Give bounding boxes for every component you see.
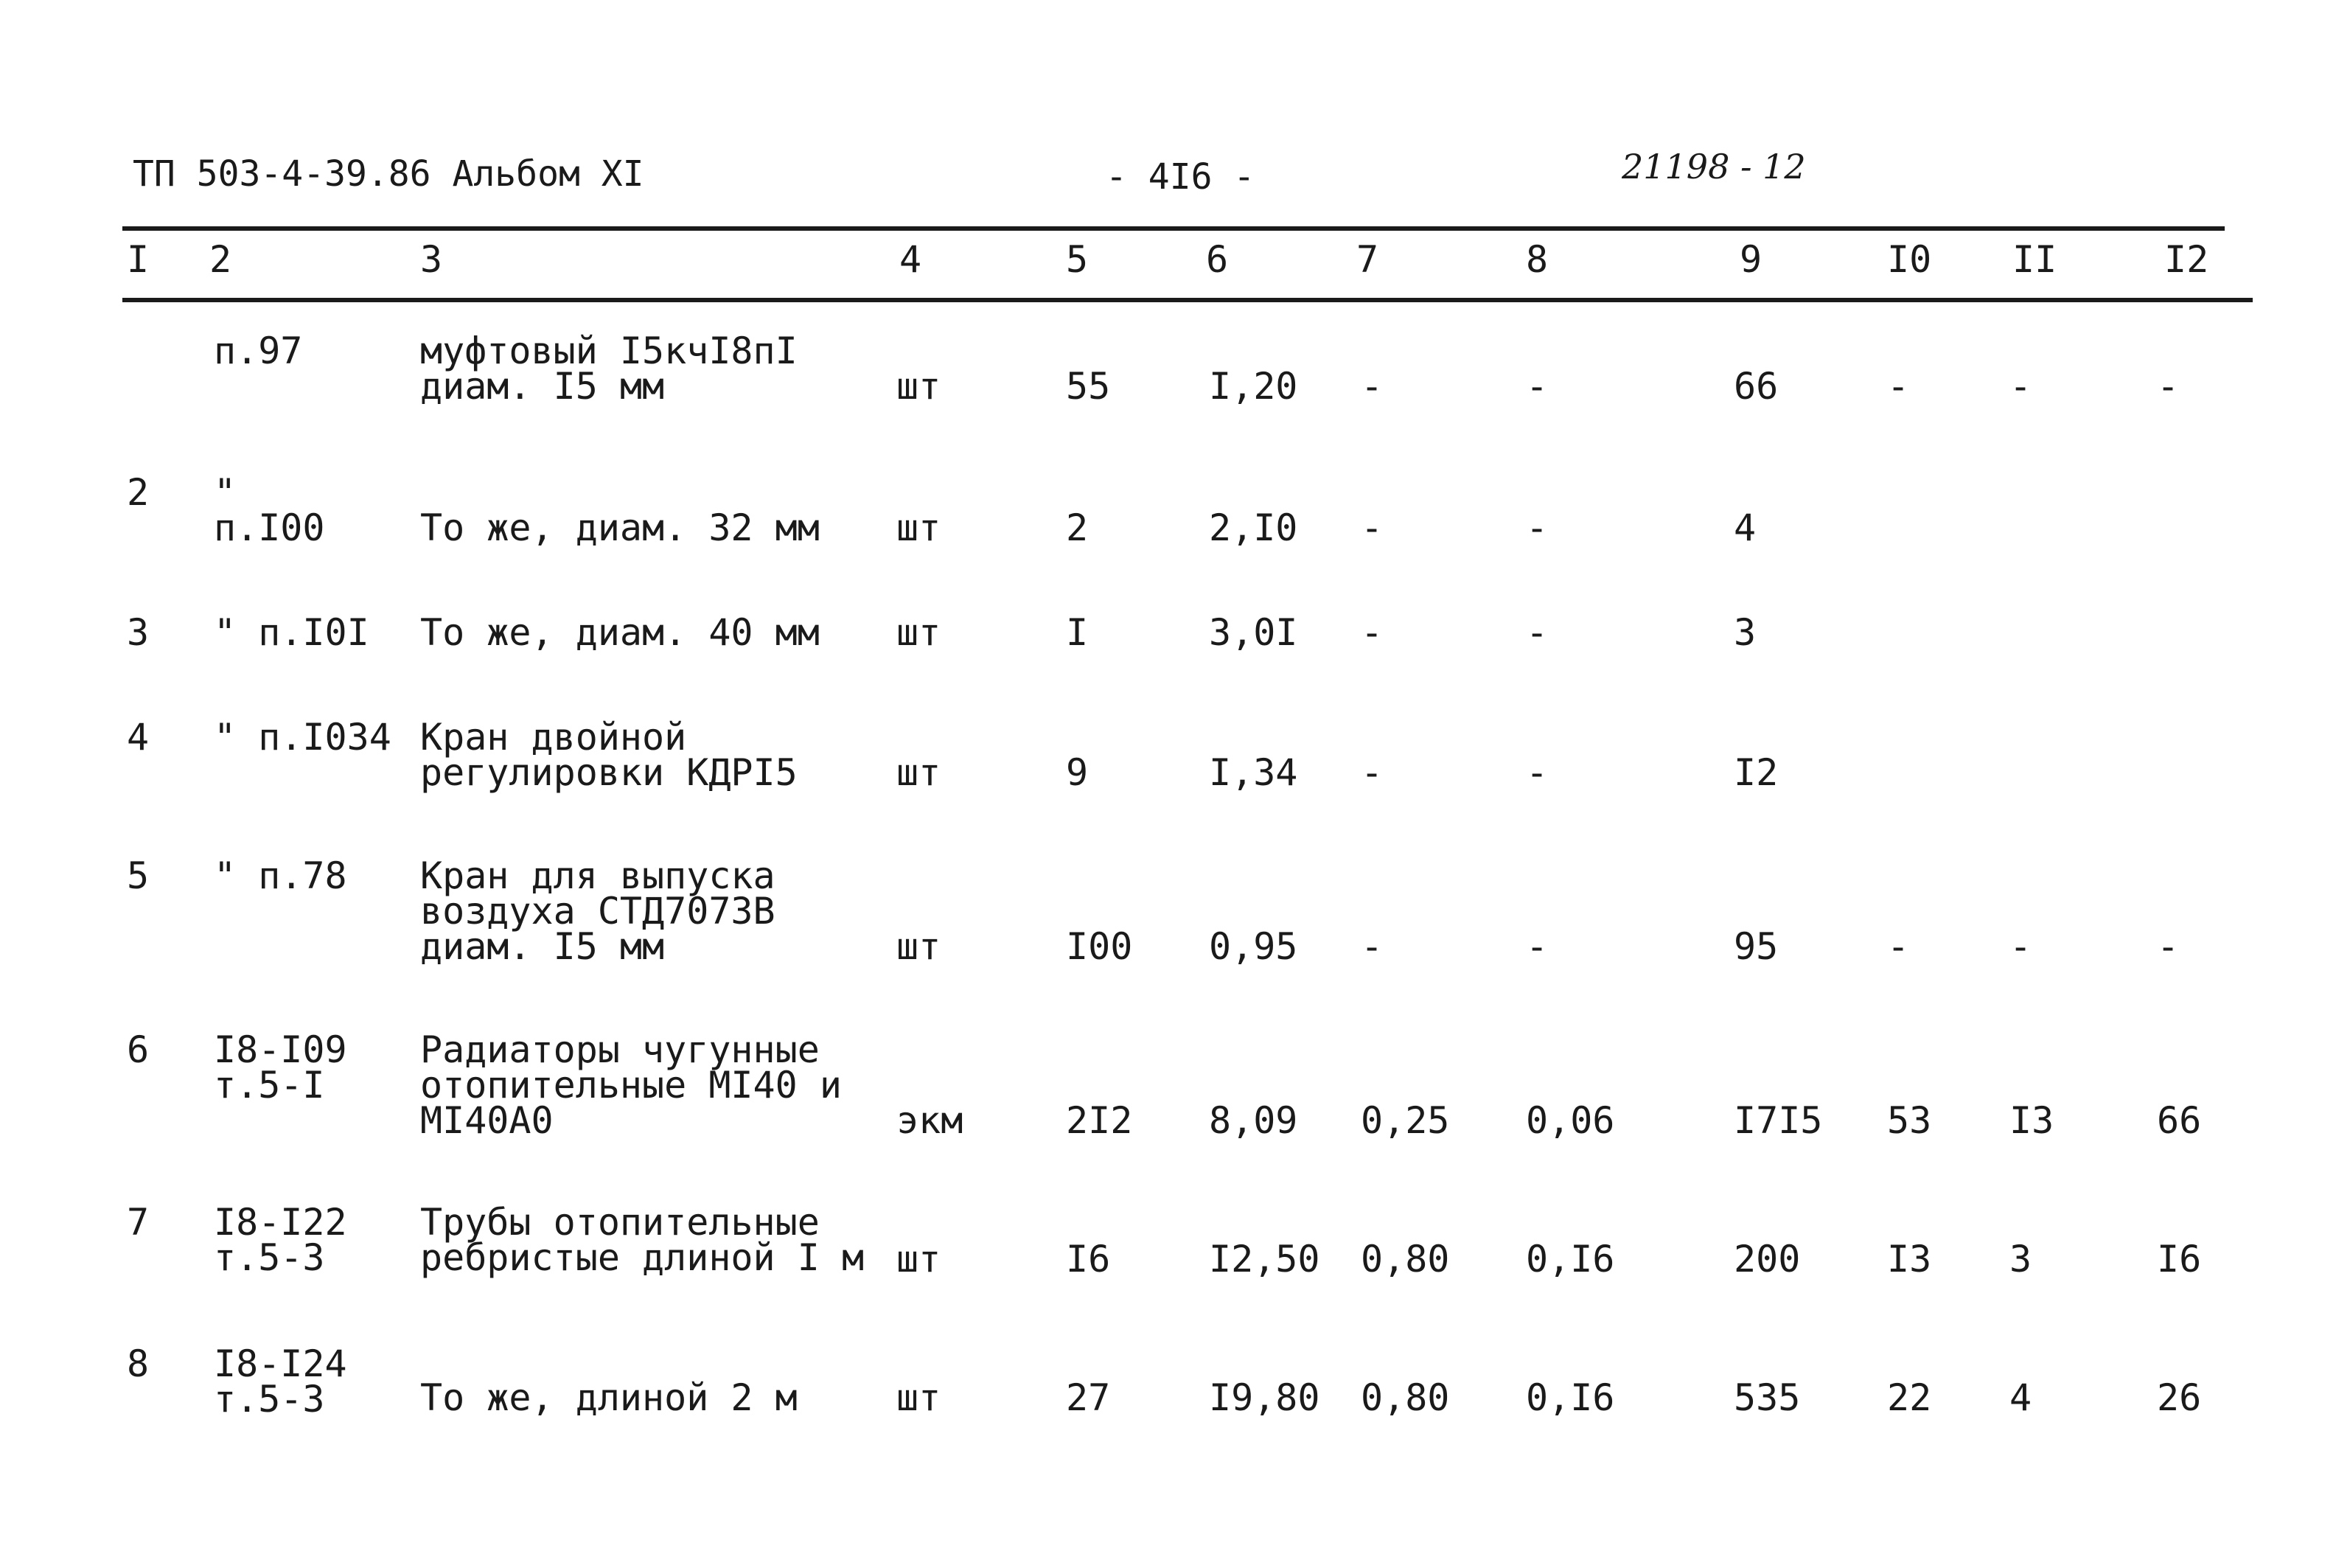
quantity: 2 xyxy=(1066,506,1089,549)
column-header-9: 9 xyxy=(1740,238,1762,281)
catalog-reference: " п.78 xyxy=(214,854,347,897)
row-number: 3 xyxy=(127,611,150,654)
catalog-reference: п.97 xyxy=(214,330,303,372)
document-designation: ТП 503-4-39.86 Альбом XI xyxy=(133,153,644,195)
quantity: I6 xyxy=(1066,1238,1111,1280)
item-description: муфтовый I5кчI8пI диам. I5 мм xyxy=(420,330,798,408)
value-col10: 22 xyxy=(1887,1376,1932,1419)
unit: шт xyxy=(896,506,941,549)
quantity: 2I2 xyxy=(1066,1099,1133,1142)
value-col12: 26 xyxy=(2157,1376,2202,1419)
item-description: То же, диам. 32 мм xyxy=(420,506,820,549)
unit: шт xyxy=(896,1376,941,1419)
row-number: 5 xyxy=(127,854,150,897)
value-col7: 0,80 xyxy=(1361,1238,1450,1280)
value-col7: - xyxy=(1361,925,1384,968)
value-col6: I,20 xyxy=(1209,365,1298,408)
item-description: То же, диам. 40 мм xyxy=(420,611,820,654)
column-header-12: I2 xyxy=(2164,238,2209,281)
catalog-reference: I8-I09 т.5-I xyxy=(214,1028,347,1107)
value-col8: - xyxy=(1526,365,1549,408)
value-col11: 3 xyxy=(2009,1238,2032,1280)
row-number: 8 xyxy=(127,1342,150,1385)
column-header-2: 2 xyxy=(209,238,232,281)
quantity: 9 xyxy=(1066,751,1089,794)
quantity: I00 xyxy=(1066,925,1133,968)
value-col7: - xyxy=(1361,611,1384,654)
handwritten-archive-number: 21198 - 12 xyxy=(1622,147,1806,187)
value-col12: 66 xyxy=(2157,1099,2202,1142)
value-col8: 0,06 xyxy=(1526,1099,1615,1142)
value-col9: I7I5 xyxy=(1734,1099,1823,1142)
item-description: Трубы отопительные ребристые длиной I м xyxy=(420,1201,865,1279)
column-header-11: II xyxy=(2012,238,2057,281)
value-col9: 4 xyxy=(1734,506,1757,549)
value-col7: - xyxy=(1361,751,1384,794)
column-header-5: 5 xyxy=(1066,238,1089,281)
value-col6: I9,80 xyxy=(1209,1376,1320,1419)
catalog-reference: " п.I00 xyxy=(214,471,325,549)
value-col6: 8,09 xyxy=(1209,1099,1298,1142)
value-col8: 0,I6 xyxy=(1526,1238,1615,1280)
value-col9: 200 xyxy=(1734,1238,1801,1280)
value-col7: 0,80 xyxy=(1361,1376,1450,1419)
catalog-reference: I8-I22 т.5-3 xyxy=(214,1201,347,1279)
column-header-8: 8 xyxy=(1526,238,1549,281)
page-number: - 4I6 - xyxy=(1106,156,1255,198)
value-col7: - xyxy=(1361,506,1384,549)
column-header-1: I xyxy=(127,238,150,281)
value-col9: 66 xyxy=(1734,365,1779,408)
item-description: Кран для выпуска воздуха СТД7073В диам. I5 мм xyxy=(420,854,775,968)
unit: шт xyxy=(896,365,941,408)
value-col11: - xyxy=(2009,925,2032,968)
value-col9: 3 xyxy=(1734,611,1757,654)
value-col11: 4 xyxy=(2009,1376,2032,1419)
value-col10: - xyxy=(1887,365,1910,408)
unit: экм xyxy=(896,1099,963,1142)
value-col6: I,34 xyxy=(1209,751,1298,794)
value-col10: I3 xyxy=(1887,1238,1932,1280)
row-number: 6 xyxy=(127,1028,150,1071)
value-col12: - xyxy=(2157,365,2180,408)
value-col7: 0,25 xyxy=(1361,1099,1450,1142)
value-col8: - xyxy=(1526,611,1549,654)
item-description: Кран двойной регулировки КДРI5 xyxy=(420,716,798,794)
unit: шт xyxy=(896,925,941,968)
column-header-4: 4 xyxy=(899,238,922,281)
value-col9: 95 xyxy=(1734,925,1779,968)
item-description: Радиаторы чугунные отопительные МI40 и МI40А0 xyxy=(420,1028,842,1142)
value-col11: - xyxy=(2009,365,2032,408)
quantity: 55 xyxy=(1066,365,1111,408)
column-header-10: I0 xyxy=(1887,238,1932,281)
quantity: I xyxy=(1066,611,1089,654)
row-number: 2 xyxy=(127,471,150,514)
value-col9: 535 xyxy=(1734,1376,1801,1419)
column-header-3: 3 xyxy=(420,238,443,281)
catalog-reference: " п.I034 xyxy=(214,716,391,759)
value-col8: - xyxy=(1526,751,1549,794)
table-header-rule xyxy=(122,298,2253,302)
catalog-reference: " п.I0I xyxy=(214,611,369,654)
unit: шт xyxy=(896,1238,941,1280)
row-number: 7 xyxy=(127,1201,150,1244)
column-header-6: 6 xyxy=(1206,238,1229,281)
unit: шт xyxy=(896,611,941,654)
value-col6: 2,I0 xyxy=(1209,506,1298,549)
value-col6: I2,50 xyxy=(1209,1238,1320,1280)
value-col8: - xyxy=(1526,506,1549,549)
item-description: То же, длиной 2 м xyxy=(420,1376,798,1419)
table-top-rule xyxy=(122,226,2225,231)
value-col12: - xyxy=(2157,925,2180,968)
value-col8: - xyxy=(1526,925,1549,968)
value-col10: 53 xyxy=(1887,1099,1932,1142)
value-col12: I6 xyxy=(2157,1238,2202,1280)
value-col9: I2 xyxy=(1734,751,1779,794)
value-col7: - xyxy=(1361,365,1384,408)
value-col6: 3,0I xyxy=(1209,611,1298,654)
value-col8: 0,I6 xyxy=(1526,1376,1615,1419)
catalog-reference: I8-I24 т.5-3 xyxy=(214,1342,347,1421)
row-number: 4 xyxy=(127,716,150,759)
column-header-7: 7 xyxy=(1356,238,1379,281)
value-col6: 0,95 xyxy=(1209,925,1298,968)
quantity: 27 xyxy=(1066,1376,1111,1419)
unit: шт xyxy=(896,751,941,794)
value-col11: I3 xyxy=(2009,1099,2054,1142)
value-col10: - xyxy=(1887,925,1910,968)
